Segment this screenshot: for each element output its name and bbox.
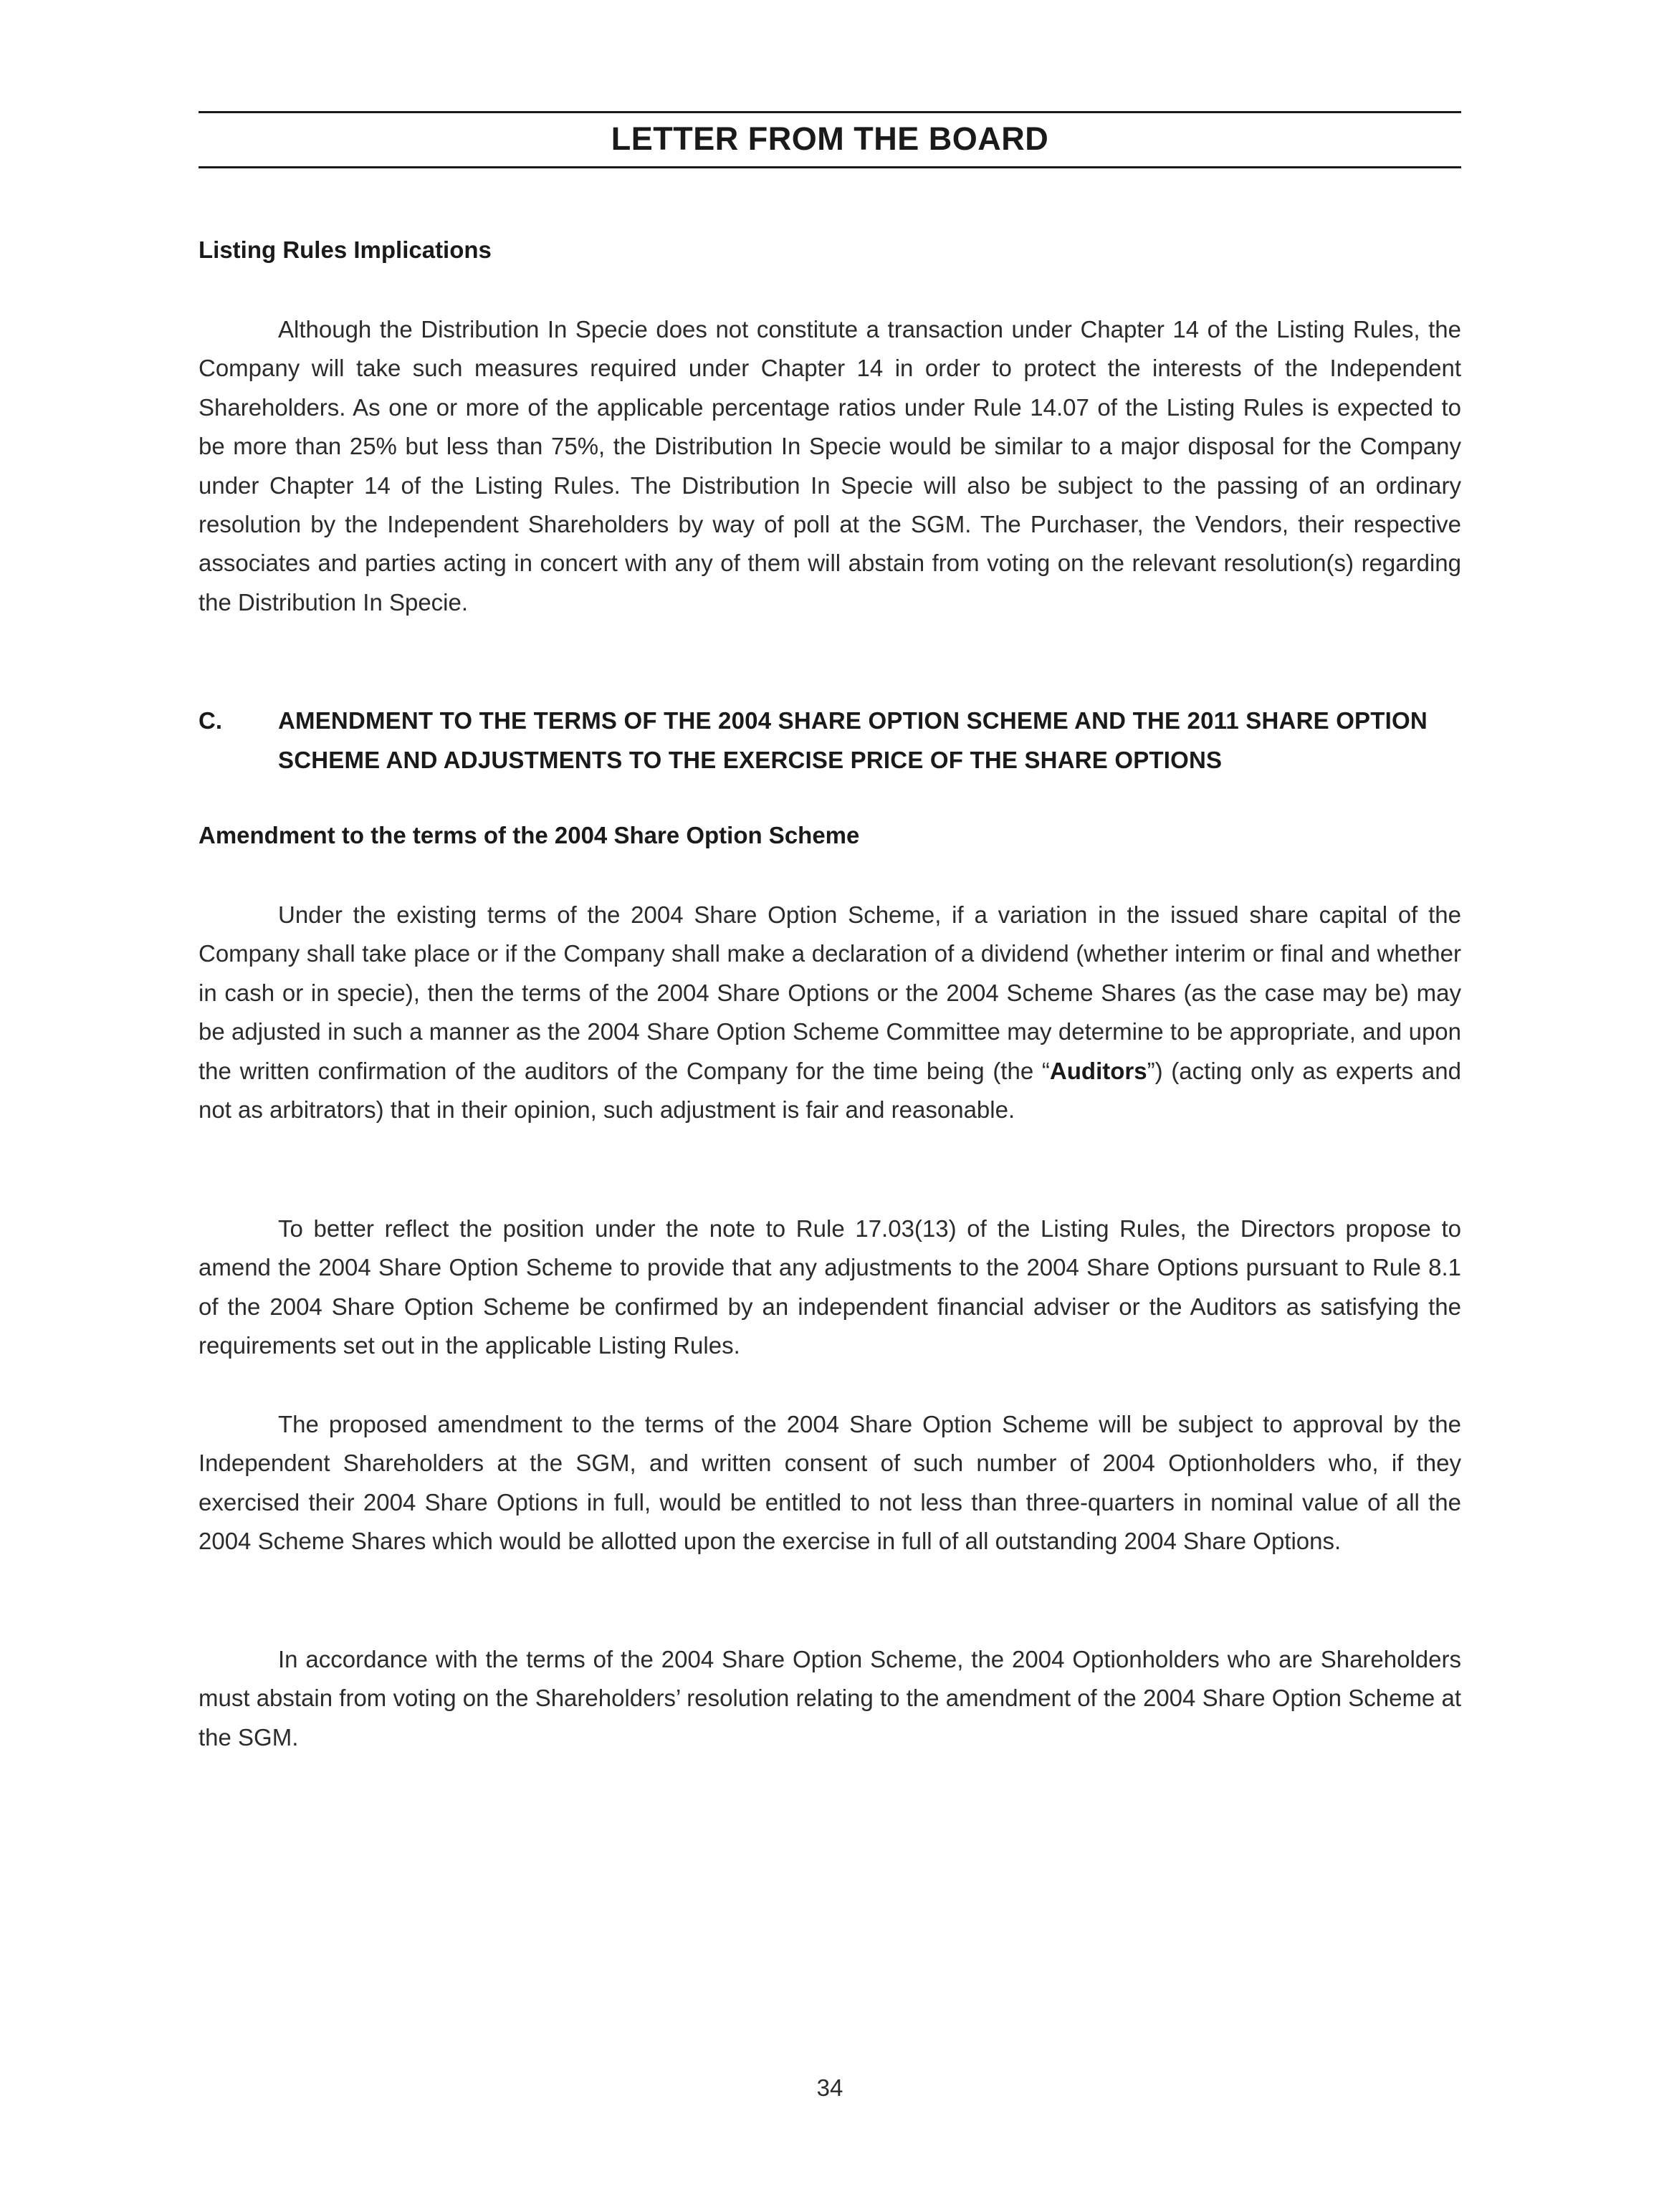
header-top-rule [199, 111, 1461, 113]
section-c-number: C. [199, 707, 222, 734]
section-c-title: AMENDMENT TO THE TERMS OF THE 2004 SHARE OPTION SCHEME AND THE 2011 SHARE OPTION SCHEME AND ADJUSTMENTS TO THE EXERCISE PRICE OF THE SHARE OPTIONS [278, 707, 1428, 773]
amendment-2004-paragraph-4: In accordance with the terms of the 2004 Share Option Scheme, the 2004 Optionholders who are Shareholders must abstain from voting on the Shareholders’ resolution relating to the amendment of the 2004 Share Option Scheme at the SGM. [199, 1646, 1461, 1751]
paragraph-1-text-a: Under the existing terms of the 2004 Share Option Scheme, if a variation in the issued share capital of the Company shall take place or if the Company shall make a declaration of a dividend (whether interim or final and whether in cash or in specie), then the terms of the 2004 Share Options or the 2004 Scheme Shares (as the case may be) may be adjusted in such a manner as the 2004 Share Option Scheme Committee may determine to be appropriate, and upon the written confirmation of the auditors of the Company for the time being (the “ [199, 901, 1461, 1084]
paragraph-1-text-b: ”) (acting only as experts and not as arbitrators) that in their opinion, such adjustment is fair and reasonable. [199, 1057, 1461, 1124]
amendment-2004-paragraph-3: The proposed amendment to the terms of the 2004 Share Option Scheme will be subject to approval by the Independent Shareholders at the SGM, and written consent of such number of 2004 Optionholders who, if they exercised their 2004 Share Options in full, would be entitled to not less than three-quarters in nominal value of all the 2004 Scheme Shares which would be allotted upon the exercise in full of all outstanding 2004 Share Options. [199, 1411, 1461, 1555]
amendment-2004-heading: Amendment to the terms of the 2004 Share Option Scheme [199, 822, 860, 848]
page-header-title: LETTER FROM THE BOARD [611, 120, 1049, 157]
listing-rules-heading: Listing Rules Implications [199, 236, 492, 263]
auditors-defined-term: Auditors [1049, 1057, 1147, 1084]
page-number: 34 [816, 2074, 843, 2101]
amendment-2004-paragraph-1 [199, 896, 1461, 1129]
document-page [199, 0, 1461, 2212]
listing-rules-paragraph: Although the Distribution In Specie does not constitute a transaction under Chapter 14 of the Listing Rules, the Company will take such measures required under Chapter 14 in order to protect the interests of the Independent Shareholders. As one or more of the applicable percentage ratios under Rule 14.07 of the Listing Rules is expected to be more than 25% but less than 75%, the Distribution In Specie would be similar to a major disposal for the Company under Chapter 14 of the Listing Rules. The Distribution In Specie will also be subject to the passing of an ordinary resolution by the Independent Shareholders by way of poll at the SGM. The Purchaser, the Vendors, their respective associates and parties acting in concert with any of them will abstain from voting on the relevant resolution(s) regarding the Distribution In Specie. [199, 316, 1461, 616]
header-bottom-rule [199, 166, 1461, 168]
amendment-2004-paragraph-2: To better reflect the position under the note to Rule 17.03(13) of the Listing Rules, the Directors propose to amend the 2004 Share Option Scheme to provide that any adjustments to the 2004 Share Options pursuant to Rule 8.1 of the 2004 Share Option Scheme be confirmed by an independent financial adviser or the Auditors as satisfying the requirements set out in the applicable Listing Rules. [199, 1215, 1461, 1359]
